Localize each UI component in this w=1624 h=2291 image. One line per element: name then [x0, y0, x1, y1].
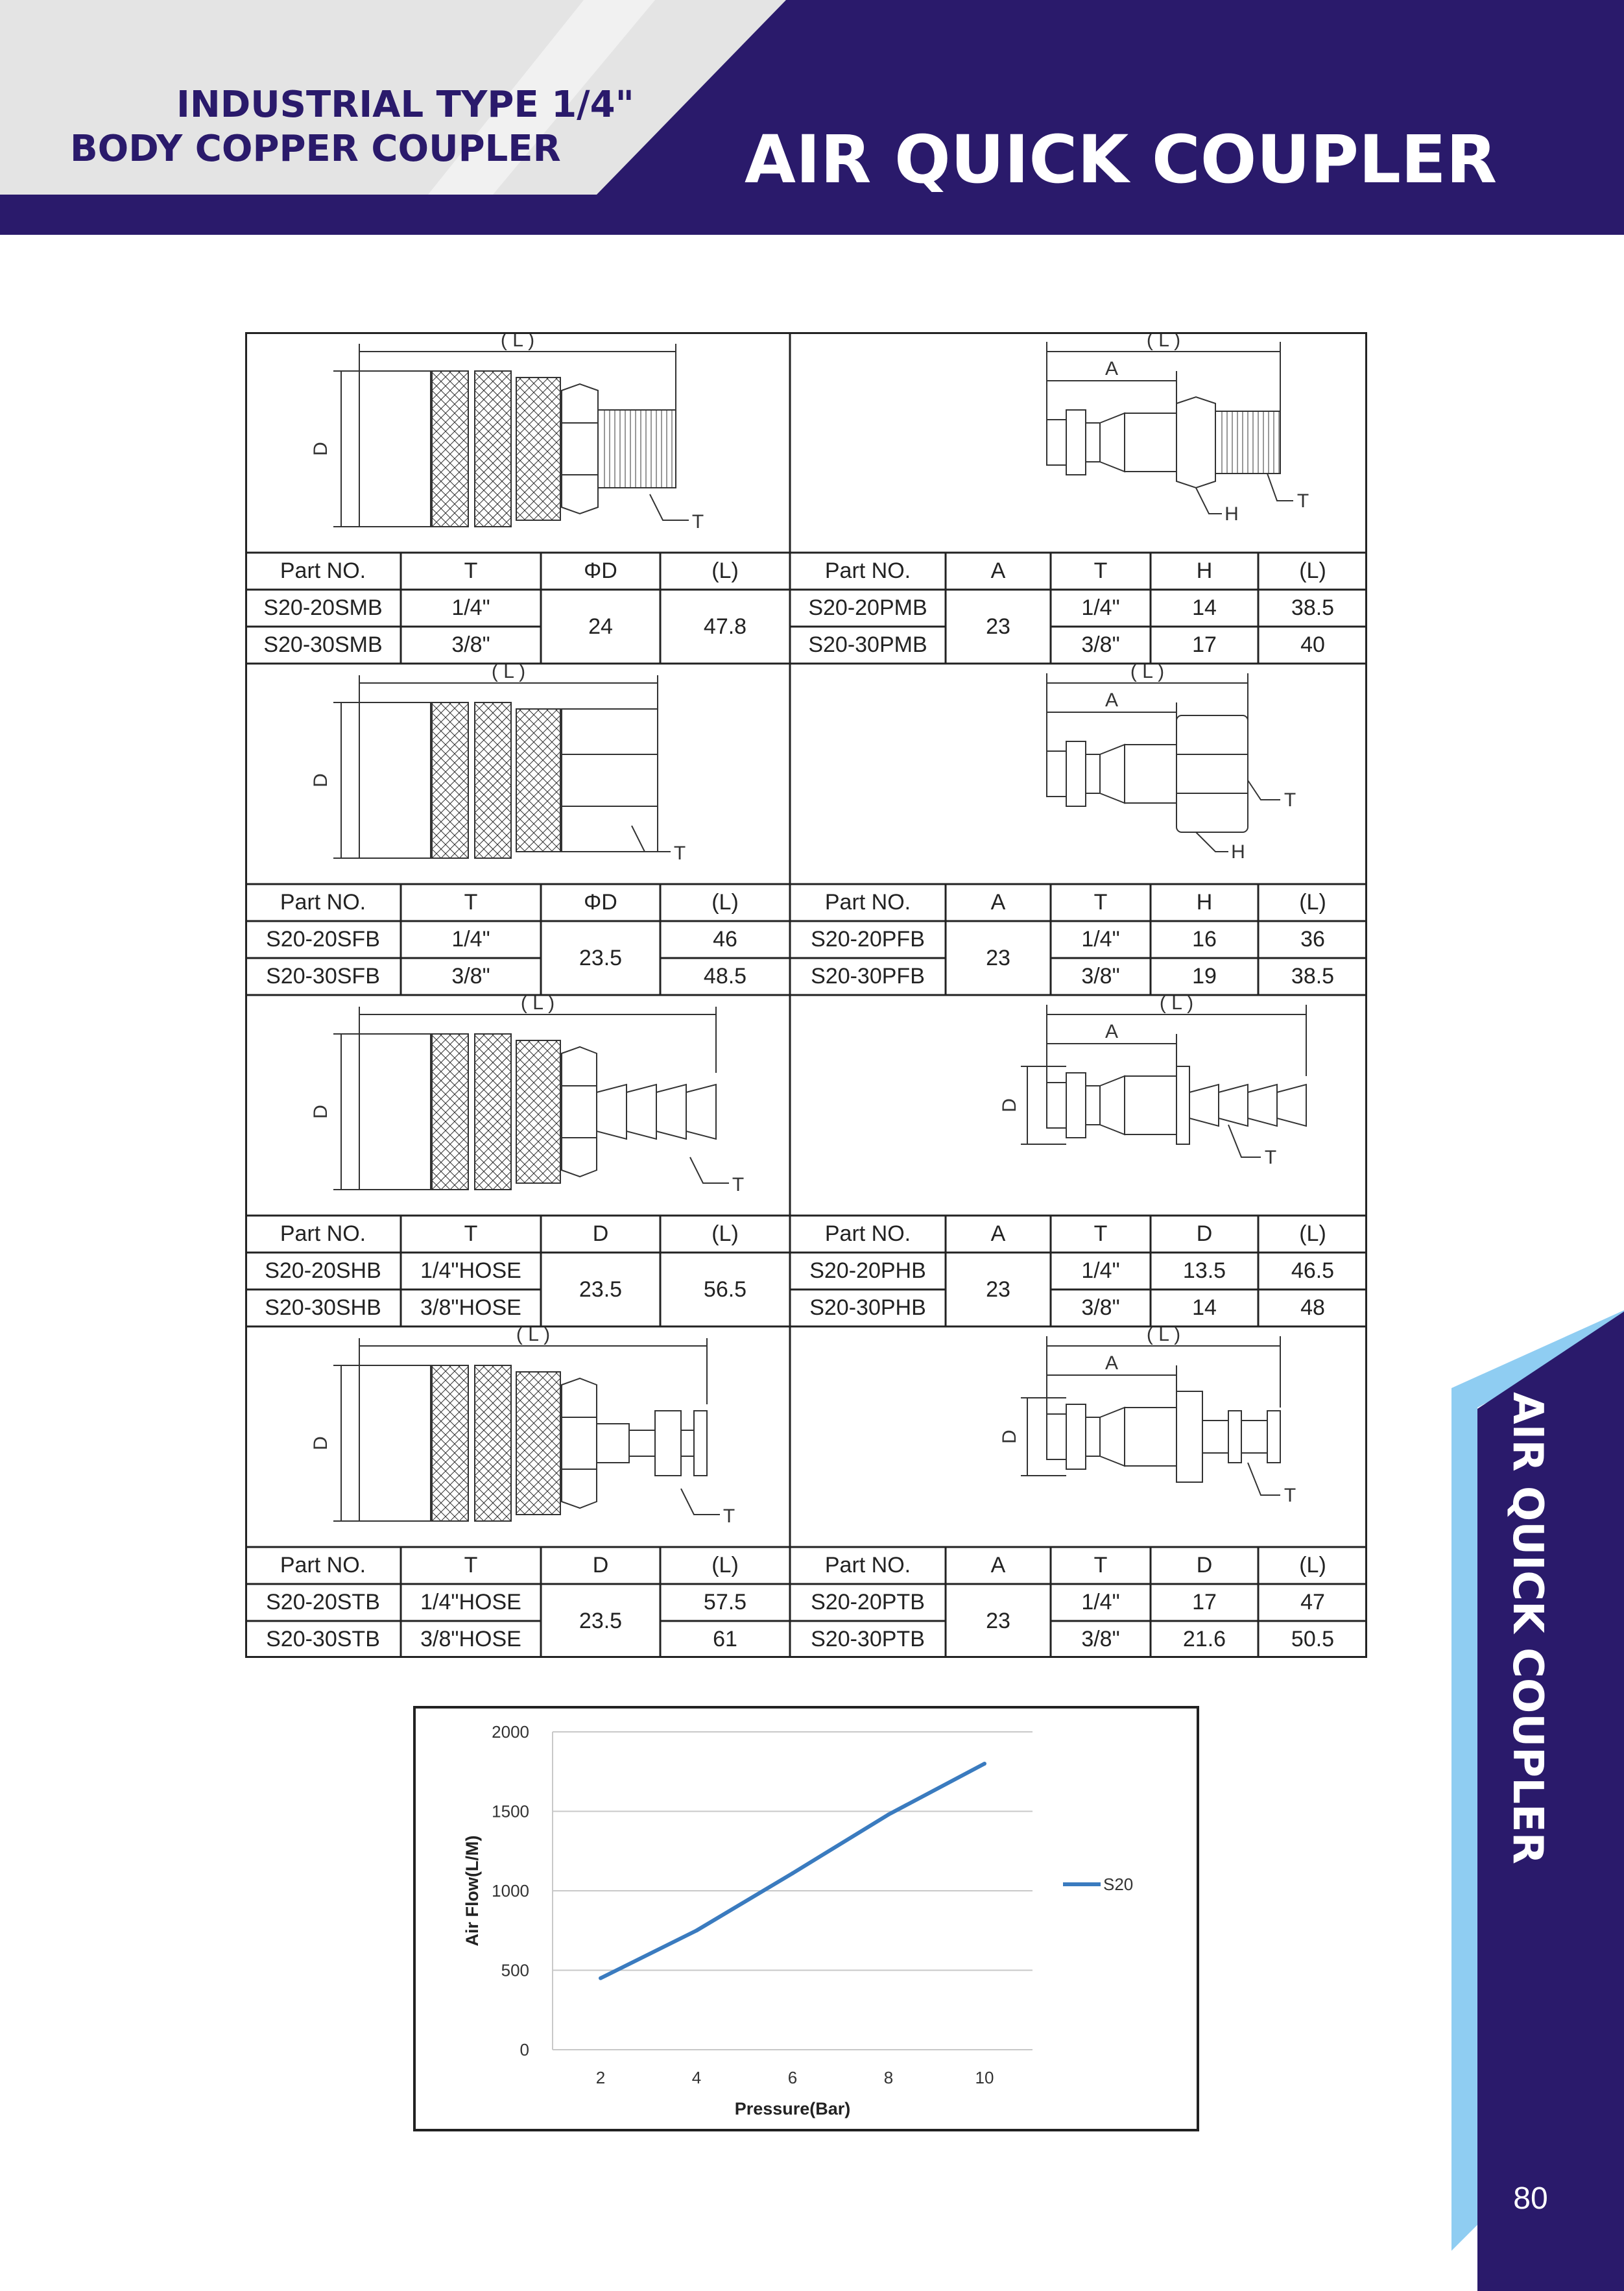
table-header-cell: D: [592, 1553, 609, 1577]
table-header-cell: (L): [1299, 1221, 1326, 1246]
table-cell: 1/4"HOSE: [420, 1258, 521, 1283]
dimension-label: D: [310, 1105, 331, 1119]
table-header-cell: Part NO.: [824, 558, 911, 583]
table-cell: 1/4": [1081, 595, 1120, 620]
dimension-label: A: [1105, 358, 1119, 379]
table-cell: 3/8"HOSE: [420, 1295, 521, 1320]
table-header-cell: T: [464, 1553, 478, 1577]
table-cell: 46: [713, 927, 737, 952]
header-subtitle-line2: BODY COPPER COUPLER: [70, 128, 561, 170]
table-cell: 1/4": [451, 927, 490, 952]
table-cell: 46.5: [1291, 1258, 1335, 1283]
dimension-label: ( L ): [1130, 661, 1165, 682]
table-cell: 1/4": [1081, 927, 1120, 952]
coupler-socket-tube-icon: [310, 1324, 735, 1527]
data-point: [695, 1928, 699, 1932]
dimension-label: T: [732, 1174, 745, 1195]
dimension-label: ( L ): [516, 1324, 551, 1345]
coupler-socket-hose-barb-icon: [310, 992, 744, 1195]
dimension-label: A: [1105, 1021, 1119, 1042]
table-cell: 13.5: [1182, 1258, 1226, 1283]
table-header-cell: A: [990, 1553, 1006, 1577]
data-point: [599, 1976, 603, 1980]
x-tick-label: 10: [975, 2068, 994, 2087]
y-tick-label: 0: [519, 2040, 529, 2059]
table-cell: 1/4": [1081, 1590, 1120, 1614]
legend-label: S20: [1103, 1875, 1134, 1894]
merged-cell: 23.5: [579, 1277, 623, 1302]
part-number-cell: S20-20STB: [266, 1590, 380, 1614]
table-cell: 38.5: [1291, 964, 1335, 989]
table-header-cell: Part NO.: [280, 1553, 366, 1577]
table-header-cell: Part NO.: [824, 1553, 911, 1577]
table-header-cell: (L): [711, 1221, 739, 1246]
y-tick-label: 1000: [492, 1881, 529, 1901]
part-number-cell: S20-30PHB: [809, 1295, 926, 1320]
dimension-label: D: [310, 773, 331, 787]
x-tick-label: 2: [595, 2068, 606, 2087]
chart-frame: [414, 1707, 1198, 2130]
table-cell: 17: [1192, 632, 1217, 657]
dimension-label: ( L ): [520, 992, 555, 1014]
data-point: [791, 1871, 794, 1875]
dimension-label: T: [691, 511, 704, 533]
table-header-cell: (L): [711, 558, 739, 583]
part-number-cell: S20-30PTB: [811, 1627, 925, 1651]
table-header-cell: T: [464, 890, 478, 915]
spec-table: [245, 332, 1367, 1658]
dimension-label: D: [310, 442, 331, 456]
table-cell: 57.5: [703, 1590, 747, 1614]
x-tick-label: 8: [883, 2068, 894, 2087]
table-cell: 3/8": [1081, 632, 1120, 657]
dimension-label: ( L ): [1159, 992, 1194, 1014]
merged-cell: 56.5: [703, 1277, 747, 1302]
table-header-cell: T: [1093, 1221, 1108, 1246]
table-header-cell: T: [464, 1221, 478, 1246]
table-header-cell: T: [464, 558, 478, 583]
dimension-label: A: [1105, 690, 1119, 711]
table-cell: 3/8": [451, 964, 490, 989]
part-number-cell: S20-30PMB: [808, 632, 927, 657]
table-cell: 17: [1192, 1590, 1217, 1614]
table-header-cell: (L): [711, 1553, 739, 1577]
page-header: [0, 0, 1624, 235]
dimension-label: ( L ): [1146, 332, 1181, 351]
table-header-cell: (L): [1299, 890, 1326, 915]
table-cell: 14: [1192, 595, 1217, 620]
table-cell: 50.5: [1291, 1627, 1335, 1651]
table-cell: 38.5: [1291, 595, 1335, 620]
y-axis-title: Air Flow(L/M): [462, 1835, 482, 1947]
dimension-label: ( L ): [1146, 1324, 1181, 1345]
dimension-label: T: [673, 843, 686, 864]
dimension-label: T: [1284, 1485, 1296, 1506]
table-header-cell: Part NO.: [280, 1221, 366, 1246]
part-number-cell: S20-20PMB: [808, 595, 927, 620]
table-header-cell: T: [1093, 558, 1108, 583]
coupler-socket-male-thread-icon: [310, 332, 704, 533]
table-header-cell: A: [990, 890, 1006, 915]
part-number-cell: S20-20PHB: [809, 1258, 926, 1283]
x-axis-title: Pressure(Bar): [734, 2099, 851, 2118]
coupler-plug-male-thread-icon: [1047, 332, 1309, 525]
y-tick-label: 500: [501, 1960, 529, 1980]
header-title: AIR QUICK COUPLER: [745, 121, 1498, 198]
data-point: [983, 1762, 986, 1766]
table-header-cell: A: [990, 558, 1006, 583]
coupler-plug-tube-icon: [999, 1324, 1296, 1506]
chart-svg: [413, 1706, 1199, 2131]
table-cell: 3/8": [451, 632, 490, 657]
coupler-socket-female-thread-icon: [310, 661, 686, 864]
coupler-plug-hose-barb-icon: [999, 992, 1306, 1168]
spec-table-grid: [245, 332, 1367, 1658]
table-cell: 1/4": [451, 595, 490, 620]
table-cell: 3/8": [1081, 1627, 1120, 1651]
merged-cell: 47.8: [703, 614, 747, 639]
merged-cell: 24: [588, 614, 613, 639]
table-cell: 14: [1192, 1295, 1217, 1320]
table-header-cell: D: [592, 1221, 609, 1246]
table-cell: 48: [1300, 1295, 1325, 1320]
part-number-cell: S20-20SFB: [266, 927, 380, 952]
dimension-label: H: [1224, 503, 1239, 525]
part-number-cell: S20-30SMB: [263, 632, 383, 657]
merged-cell: 23: [986, 1277, 1010, 1302]
data-point: [887, 1812, 890, 1816]
table-header-cell: H: [1196, 890, 1213, 915]
table-header-cell: A: [990, 1221, 1006, 1246]
dimension-label: H: [1231, 841, 1245, 863]
side-title: AIR QUICK COUPLER: [1503, 1392, 1551, 1864]
table-cell: 61: [713, 1627, 737, 1651]
coupler-plug-female-thread-icon: [1047, 661, 1296, 863]
dimension-label: D: [310, 1436, 331, 1450]
dimension-label: T: [1296, 490, 1309, 512]
part-number-cell: S20-20PTB: [811, 1590, 925, 1614]
table-cell: 40: [1300, 632, 1325, 657]
table-cell: 3/8": [1081, 964, 1120, 989]
table-cell: 36: [1300, 927, 1325, 952]
table-header-cell: D: [1196, 1553, 1213, 1577]
flow-chart: [413, 1706, 1199, 2131]
page-number: 80: [1513, 2181, 1548, 2216]
part-number-cell: S20-30PFB: [811, 964, 925, 989]
x-tick-label: 6: [787, 2068, 798, 2087]
table-header-cell: T: [1093, 890, 1108, 915]
dimension-label: T: [1284, 789, 1296, 811]
dimension-label: T: [1264, 1147, 1277, 1168]
table-cell: 3/8": [1081, 1295, 1120, 1320]
part-number-cell: S20-30STB: [266, 1627, 380, 1651]
table-cell: 3/8"HOSE: [420, 1627, 521, 1651]
table-header-cell: Part NO.: [824, 890, 911, 915]
header-subtitle-line1: INDUSTRIAL TYPE 1/4": [176, 84, 634, 126]
table-cell: 48.5: [703, 964, 747, 989]
merged-cell: 23: [986, 1608, 1010, 1633]
table-header-cell: Part NO.: [280, 890, 366, 915]
merged-cell: 23.5: [579, 945, 623, 970]
dimension-label: T: [722, 1505, 735, 1527]
y-tick-label: 1500: [492, 1801, 529, 1821]
table-header-cell: Part NO.: [824, 1221, 911, 1246]
y-tick-label: 2000: [492, 1722, 529, 1742]
table-cell: 21.6: [1182, 1627, 1226, 1651]
part-number-cell: S20-30SHB: [265, 1295, 381, 1320]
table-header-cell: D: [1196, 1221, 1213, 1246]
part-number-cell: S20-30SFB: [266, 964, 380, 989]
dimension-label: A: [1105, 1352, 1119, 1374]
table-header-cell: ΦD: [584, 890, 617, 915]
table-cell: 1/4"HOSE: [420, 1590, 521, 1614]
part-number-cell: S20-20SHB: [265, 1258, 381, 1283]
dimension-label: D: [999, 1430, 1020, 1444]
table-header-cell: ΦD: [584, 558, 617, 583]
table-cell: 19: [1192, 964, 1217, 989]
part-number-cell: S20-20SMB: [263, 595, 383, 620]
merged-cell: 23: [986, 945, 1010, 970]
merged-cell: 23: [986, 614, 1010, 639]
table-header-cell: T: [1093, 1553, 1108, 1577]
dimension-label: ( L ): [491, 661, 526, 682]
table-cell: 47: [1300, 1590, 1325, 1614]
table-cell: 1/4": [1081, 1258, 1120, 1283]
table-cell: 16: [1192, 927, 1217, 952]
x-tick-label: 4: [691, 2068, 702, 2087]
table-header-cell: H: [1196, 558, 1213, 583]
dimension-label: ( L ): [500, 332, 535, 351]
dimension-label: D: [999, 1098, 1020, 1112]
table-header-cell: (L): [711, 890, 739, 915]
table-header-cell: (L): [1299, 1553, 1326, 1577]
merged-cell: 23.5: [579, 1608, 623, 1633]
part-number-cell: S20-20PFB: [811, 927, 925, 952]
table-header-cell: (L): [1299, 558, 1326, 583]
table-header-cell: Part NO.: [280, 558, 366, 583]
